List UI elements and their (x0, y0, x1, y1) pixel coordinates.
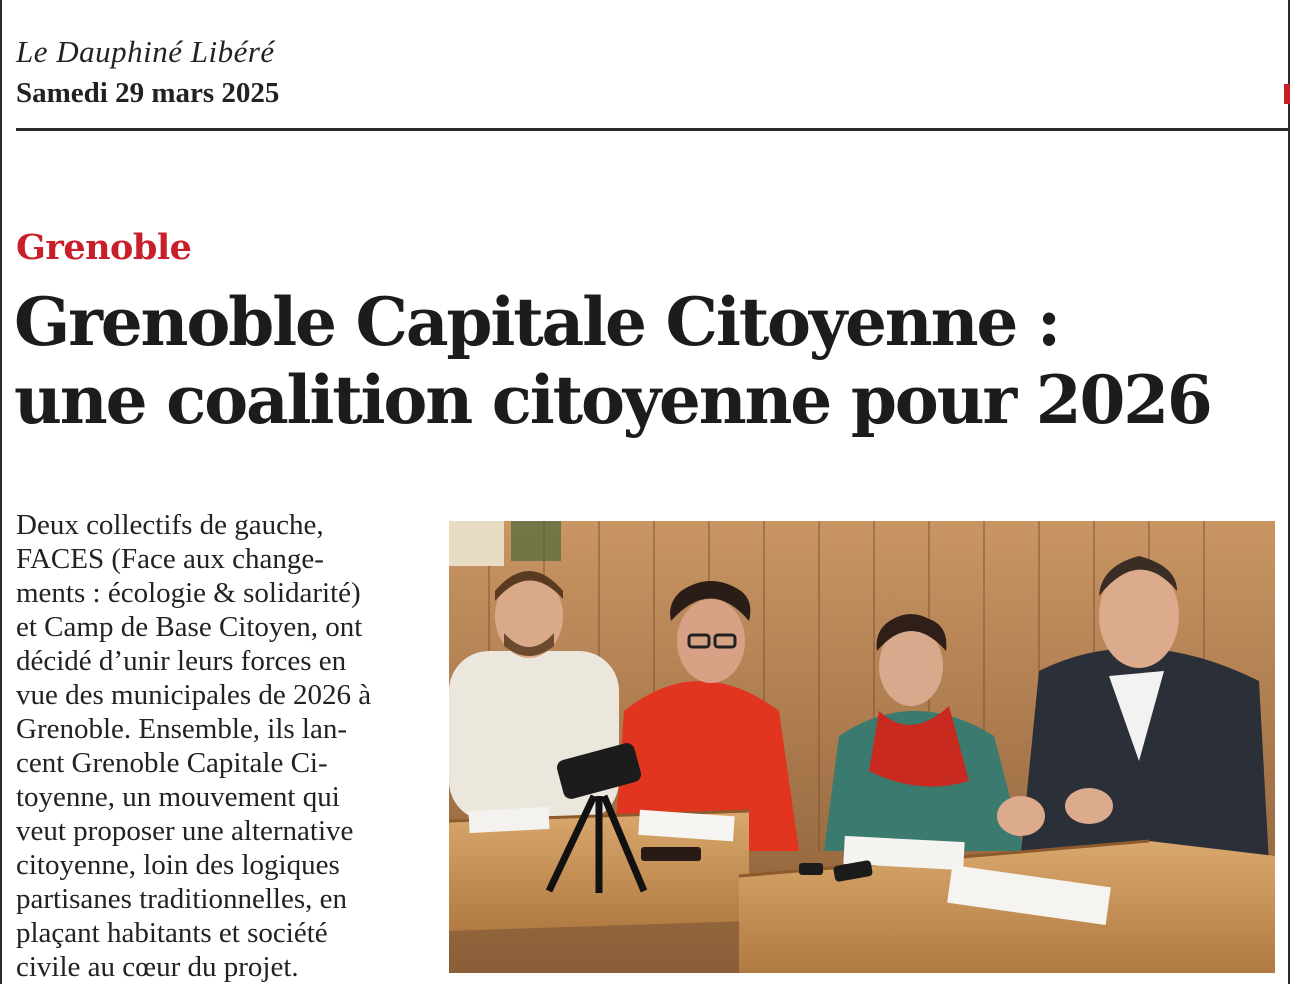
body-line: plaçant habitants et société (16, 917, 328, 949)
body-line: civile au cœur du projet. (16, 951, 299, 983)
body-line: cent Grenoble Capitale Ci- (16, 747, 328, 779)
body-line: vue des municipales de 2026 à (16, 679, 372, 711)
publication-date: Samedi 29 mars 2025 (16, 77, 280, 109)
headline-line-1: Grenoble Capitale Citoyenne : (14, 283, 1060, 361)
body-line: ments : écologie & solidarité) (16, 577, 361, 609)
body-line: et Camp de Base Citoyen, ont (16, 611, 363, 643)
body-line: toyenne, un mouvement qui (16, 781, 340, 813)
red-edge-mark (1284, 84, 1290, 104)
section-label: Grenoble (16, 227, 192, 268)
article-body (16, 508, 441, 984)
body-line: citoyenne, loin des logiques (16, 849, 340, 881)
body-line: veut proposer une alternative (16, 815, 354, 847)
body-line: FACES (Face aux change- (16, 543, 324, 575)
body-line: Deux collectifs de gauche, (16, 509, 324, 541)
article-headline (14, 283, 1286, 439)
newspaper-name: Le Dauphiné Libéré (16, 34, 275, 69)
page-border-left (0, 0, 2, 984)
body-line: Grenoble. Ensemble, ils lan- (16, 713, 347, 745)
body-line: partisanes traditionnelles, en (16, 883, 347, 915)
headline-line-2: une coalition citoyenne pour 2026 (14, 361, 1211, 439)
press-conference-photo (449, 521, 1275, 973)
header-rule (16, 128, 1290, 131)
body-line: décidé d’unir leurs forces en (16, 645, 347, 677)
